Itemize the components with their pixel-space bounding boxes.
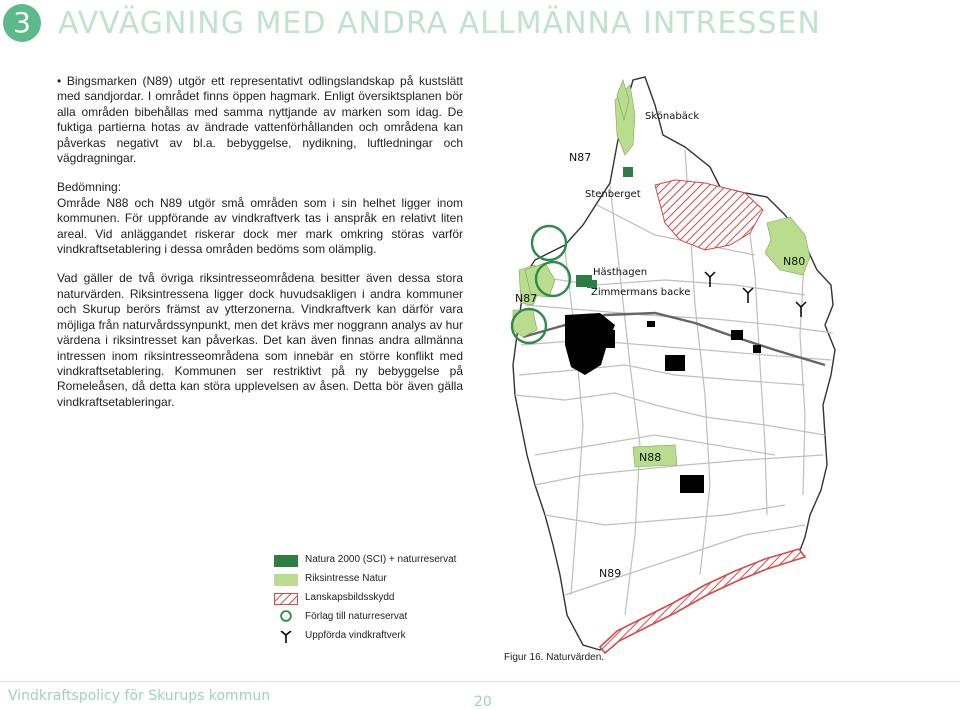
footer-divider — [0, 681, 960, 682]
assessment-text: Område N88 och N89 utgör små områden som i sin helhet ligger inom kommunen. För uppförande av vindkraftverk tas i anspråk en relativt liten areal. Vid anläggandet riskerar dock mer mark omkring störas varför vindkraftsetablering i dessa områden bedöms som olämplig. — [57, 195, 463, 257]
chapter-number-badge: 3 — [3, 4, 41, 42]
chapter-title: AVVÄGNING MED ANDRA ALLMÄNNA INTRESSEN — [58, 6, 821, 41]
figure-caption: Figur 16. Naturvärden. — [504, 652, 605, 663]
green-ring-icon — [274, 610, 298, 622]
label-zimmermans-backe: Zimmermans backe — [591, 287, 691, 298]
label-stenberget: Stenberget — [585, 189, 641, 200]
legend-label: Natura 2000 (SCI) + naturreservat — [305, 554, 457, 565]
legend-label: Riksintresse Natur — [305, 573, 387, 584]
label-skonabeck: Skönabäck — [645, 111, 700, 122]
light-green-square-icon — [274, 574, 298, 586]
wind-turbine-icon — [274, 631, 298, 643]
label-n80: N80 — [783, 255, 806, 268]
label-n87-left: N87 — [515, 292, 538, 305]
legend-label: Förlag till naturreservat — [305, 611, 408, 622]
page-number: 20 — [474, 694, 492, 710]
dark-green-square-icon — [274, 555, 298, 567]
legend-label: Uppförda vindkraftverk — [305, 630, 406, 641]
legend-label: Lanskapsbildsskydd — [305, 592, 395, 603]
assessment-block — [57, 180, 463, 257]
red-hatched-square-icon — [274, 593, 298, 605]
label-n89: N89 — [599, 567, 622, 580]
label-n88: N88 — [639, 451, 662, 464]
paragraph-bingsmarken: • Bingsmarken (N89) utgör ett representativt odlingslandskap på kustslätt med sandjordar. I området finns öppen hagmark. Enligt översiktsplanen bör alla områden bibehållas med samma nyttjande av marken som idag. De fuktiga partierna hotas av ändrade vattenförhållanden och områdena kan påverkas negativt av bl.a. bebyggelse, nydikning, luftledningar och vägdragningar. — [57, 74, 463, 166]
nature-values-map — [505, 75, 845, 665]
text-column — [57, 74, 463, 424]
paragraph-riksintressen: Vad gäller de två övriga riksintresseområdena besitter även dessa stora naturvärden. Riksintressena ligger dock huvudsakligen i andra kommuner och Skurup berörs främst av ytterzonerna. Vindkraftverk kan därför vara möjliga från naturvårdssynpunkt, men det krävs mer noggrann analys av hur värdena i riksintresset kan påverkas. Det kan även finnas andra allmänna intressen inom riksintresseområdena som innebär en större konflikt med vindkraftsetablering. Kommunen ser restriktivt på ny bebyggelse på Romeleåsen, då detta kan störa upplevelsen av åsen. Detta bör även gälla vindkraftsetableringar. — [57, 271, 463, 409]
label-hasthagen: Hästhagen — [593, 267, 648, 278]
footer-title: Vindkraftspolicy för Skurups kommun — [8, 688, 271, 704]
label-n87-top: N87 — [569, 151, 592, 164]
assessment-heading: Bedömning: — [57, 180, 122, 195]
